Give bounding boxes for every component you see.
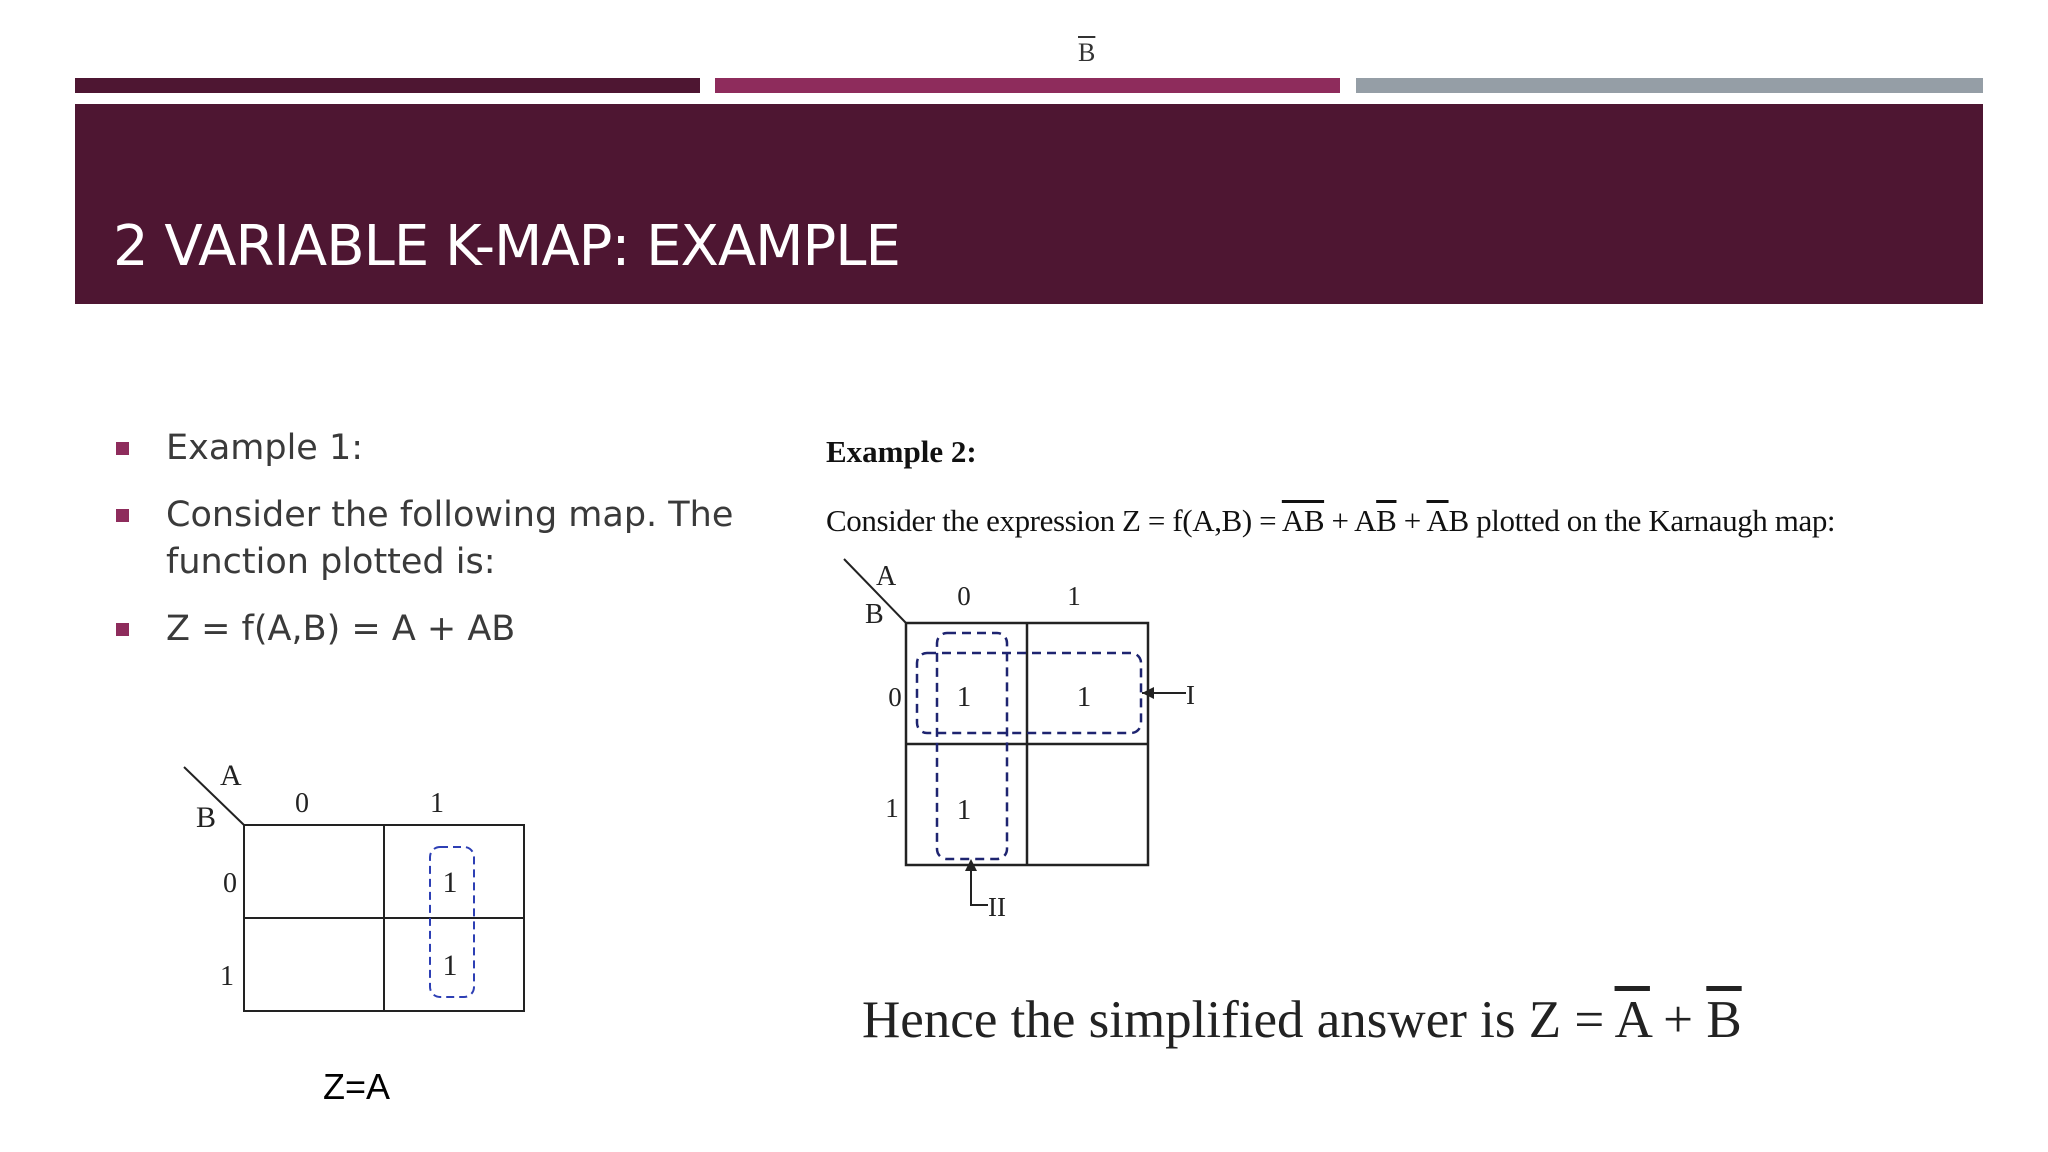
title-banner bbox=[75, 104, 1983, 304]
kmap1-cell: 1 bbox=[442, 949, 458, 982]
kmap2-group-label: I bbox=[1186, 680, 1195, 710]
kmap1-var-col: A bbox=[220, 759, 242, 792]
example2-title: Example 2: bbox=[826, 434, 977, 469]
kmap2-group-loop-I bbox=[917, 653, 1141, 733]
header-bar-dark bbox=[75, 78, 700, 93]
header-bar-magenta bbox=[715, 78, 1340, 93]
kmap-example2 bbox=[840, 555, 1220, 935]
bullet-square-icon bbox=[116, 623, 129, 636]
example1-bullets bbox=[112, 425, 752, 673]
kmap2-cell: 1 bbox=[1076, 681, 1092, 713]
kmap1-col-header: 1 bbox=[430, 788, 444, 819]
example1-result: Z=A bbox=[323, 1066, 391, 1107]
kmap-example1 bbox=[180, 755, 540, 1030]
example2-answer: Hence the simplified answer is $Z = \overline{A} + \overline{B}$ bbox=[862, 991, 1742, 1049]
kmap2-col-header: 0 bbox=[957, 581, 971, 611]
header-bar-gray bbox=[1356, 78, 1983, 93]
example2-expression: Consider the expression $Z = f(A,B) = \overline{AB} + A\overline{B} + \overline{A}B$ plotted on the Karnaugh map: bbox=[826, 503, 1836, 538]
kmap2-col-header: 1 bbox=[1067, 581, 1081, 611]
kmap1-row-header: 0 bbox=[223, 868, 237, 899]
kmap2-var-col: A bbox=[876, 561, 897, 592]
kmap2-row-header: 0 bbox=[888, 682, 902, 712]
kmap1-row-header: 1 bbox=[220, 961, 234, 992]
bullet-square-icon bbox=[116, 509, 129, 522]
slide-title: 2 VARIABLE K-MAP: EXAMPLE bbox=[113, 214, 900, 279]
kmap1-cell: 1 bbox=[442, 866, 458, 899]
kmap2-var-row: B bbox=[865, 599, 884, 630]
kmap2-group-loop-II bbox=[937, 633, 1007, 859]
top-letter: $\overline{B}$ bbox=[1078, 38, 1096, 67]
bullet-item: Consider the following map. The function plotted is: bbox=[112, 492, 752, 586]
bullet-item: Z = f(A,B) = A + AB bbox=[112, 606, 752, 653]
kmap2-cell: 1 bbox=[956, 681, 972, 713]
kmap2-row-header: 1 bbox=[885, 793, 899, 823]
kmap1-col-header: 0 bbox=[295, 788, 309, 819]
bullet-square-icon bbox=[116, 442, 129, 455]
kmap2-group-label: II bbox=[988, 892, 1006, 922]
kmap1-var-row: B bbox=[196, 801, 217, 834]
kmap2-cell: 1 bbox=[956, 794, 972, 826]
bullet-item: Example 1: bbox=[112, 425, 752, 472]
